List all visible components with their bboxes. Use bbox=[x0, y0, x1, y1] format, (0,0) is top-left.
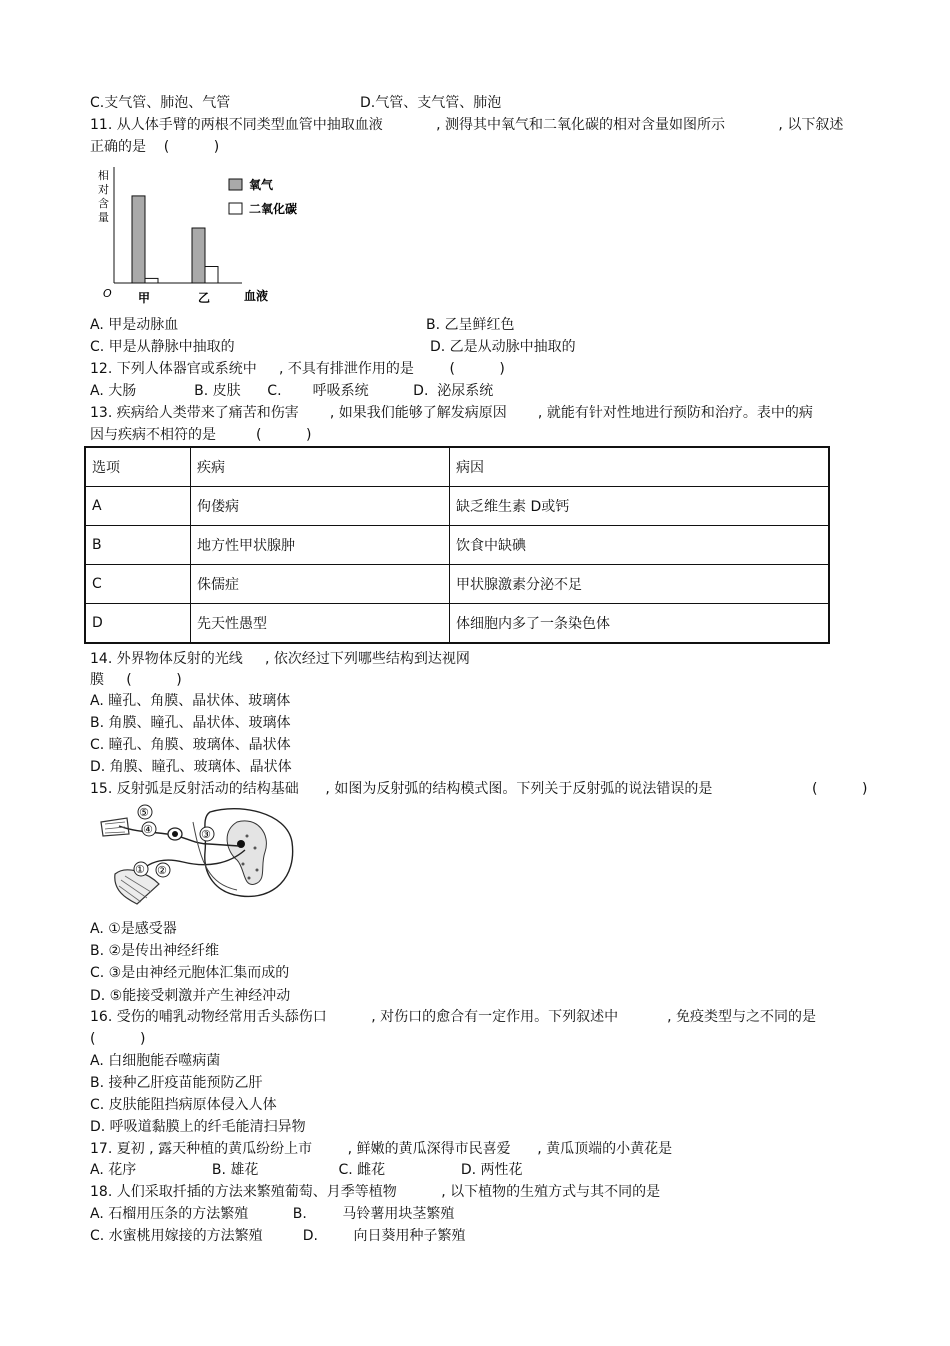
bar-乙-二氧化碳 bbox=[205, 267, 218, 284]
reflex-arc-diagram bbox=[97, 804, 297, 909]
interneuron bbox=[237, 840, 245, 848]
q14-stem-line2: 膜 ( ) bbox=[90, 672, 182, 688]
y-axis-label-1: 相 bbox=[98, 169, 109, 182]
table-cell-disease: 地方性甲状腺肿 bbox=[191, 526, 450, 565]
disease-cause-table bbox=[84, 446, 830, 644]
q14-stem-line1: 14. 外界物体反射的光线 , 依次经过下列哪些结构到达视网 bbox=[90, 651, 470, 667]
q18-stem: 18. 人们采取扦插的方法来繁殖葡萄、月季等植物 , 以下植物的生殖方式与其不同的是 bbox=[90, 1184, 661, 1200]
q15-option-a: A. ①是感受器 bbox=[90, 921, 177, 937]
legend-swatch-oxygen bbox=[229, 179, 242, 190]
q13-stem-line2: 因与疾病不相符的是 ( ) bbox=[90, 427, 312, 443]
table-cell-option: D bbox=[85, 604, 191, 644]
q17-stem: 17. 夏初 , 露天种植的黄瓜纷纷上市 , 鲜嫩的黄瓜深得市民喜爱 , 黄瓜顶端的小黄花是 bbox=[90, 1141, 673, 1157]
q15-answer-paren: ( ) bbox=[812, 781, 868, 797]
x-tick-label-乙: 乙 bbox=[198, 291, 211, 305]
q14-option-c: C. 瞳孔、角膜、玻璃体、晶状体 bbox=[90, 737, 291, 753]
bar-group bbox=[132, 196, 218, 283]
table-cell-cause: 缺乏维生素 D或钙 bbox=[450, 487, 830, 526]
q18-options-line1: A. 石榴用压条的方法繁殖 B. 马铃薯用块茎繁殖 bbox=[90, 1206, 455, 1222]
header-cause: 病因 bbox=[450, 447, 830, 487]
origin-label: O bbox=[103, 287, 112, 300]
header-disease: 疾病 bbox=[191, 447, 450, 487]
table-cell-cause: 饮食中缺碘 bbox=[450, 526, 830, 565]
table-cell-disease: 佝偻病 bbox=[191, 487, 450, 526]
bar-乙-氧气 bbox=[192, 228, 205, 283]
legend-swatch-co2 bbox=[229, 203, 242, 214]
label-1: ① bbox=[135, 863, 145, 876]
table-row bbox=[85, 604, 829, 644]
table-row bbox=[85, 565, 829, 604]
bar-甲-二氧化碳 bbox=[145, 278, 158, 283]
table-cell-cause: 甲状腺激素分泌不足 bbox=[450, 565, 830, 604]
q11-option-a: A. 甲是动脉血 bbox=[90, 317, 179, 333]
q14-option-d: D. 角膜、瞳孔、玻璃体、晶状体 bbox=[90, 759, 292, 775]
y-axis-label-3: 含 bbox=[98, 197, 109, 210]
blood-gas-bar-chart bbox=[92, 165, 298, 310]
table-cell-cause: 体细胞内多了一条染色体 bbox=[450, 604, 830, 644]
table-cell-option: A bbox=[85, 487, 191, 526]
x-axis-label: 血液 bbox=[244, 289, 269, 303]
label-2: ② bbox=[157, 864, 167, 877]
q11-option-b: B. 乙呈鲜红色 bbox=[426, 317, 515, 333]
q13-stem-line1: 13. 疾病给人类带来了痛苦和伤害 , 如果我们能够了解发病原因 , 就能有针对性地进行预防和治疗。表中的病 bbox=[90, 405, 813, 421]
q16-option-c: C. 皮肤能阻挡病原体侵入人体 bbox=[90, 1097, 277, 1113]
x-tick-label-甲: 甲 bbox=[138, 291, 151, 305]
table-cell-option: B bbox=[85, 526, 191, 565]
legend-label-co2: 二氧化碳 bbox=[249, 202, 298, 216]
q16-stem-line2: ( ) bbox=[90, 1031, 146, 1047]
q14-option-b: B. 角膜、瞳孔、晶状体、玻璃体 bbox=[90, 715, 291, 731]
table-header-row bbox=[85, 447, 829, 487]
q15-option-b: B. ②是传出神经纤维 bbox=[90, 943, 220, 959]
table-row bbox=[85, 526, 829, 565]
x-tick-labels bbox=[138, 291, 210, 305]
label-3: ③ bbox=[201, 828, 211, 841]
q14-option-a: A. 瞳孔、角膜、晶状体、玻璃体 bbox=[90, 693, 291, 709]
header-option: 选项 bbox=[85, 447, 191, 487]
q11-stem-line1: 11. 从人体手臂的两根不同类型血管中抽取血液 , 测得其中氧气和二氧化碳的相对含量如图所示 , 以下叙述 bbox=[90, 117, 844, 133]
q12-options: A. 大肠 B. 皮肤 C. 呼吸系统 D. 泌尿系统 bbox=[90, 383, 494, 399]
q15-stem: 15. 反射弧是反射活动的结构基础 , 如图为反射弧的结构模式图。下列关于反射弧的说法错误的是 bbox=[90, 781, 713, 797]
q11-stem-line2: 正确的是 ( ) bbox=[90, 139, 220, 155]
q16-option-d: D. 呼吸道黏膜上的纤毛能清扫异物 bbox=[90, 1119, 306, 1135]
bar-甲-氧气 bbox=[132, 196, 145, 283]
q12-stem: 12. 下列人体器官或系统中 , 不具有排泄作用的是 ( ) bbox=[90, 361, 505, 377]
q18-options-line2: C. 水蜜桃用嫁接的方法繁殖 D. 向日葵用种子繁殖 bbox=[90, 1228, 466, 1244]
q10-option-d: D.气管、支气管、肺泡 bbox=[360, 95, 502, 111]
q16-option-a: A. 白细胞能吞噬病菌 bbox=[90, 1053, 221, 1069]
label-5: ⑤ bbox=[139, 806, 149, 819]
q11-option-d: D. 乙是从动脉中抽取的 bbox=[430, 339, 576, 355]
q16-stem-line1: 16. 受伤的哺乳动物经常用舌头舔伤口 , 对伤口的愈合有一定作用。下列叙述中 , 免疫类型与之不同的是 bbox=[90, 1009, 816, 1025]
legend-label-oxygen: 氧气 bbox=[249, 178, 274, 192]
y-axis-label-2: 对 bbox=[98, 183, 109, 196]
q15-option-c: C. ③是由神经元胞体汇集而成的 bbox=[90, 965, 290, 981]
table-cell-option: C bbox=[85, 565, 191, 604]
q17-options: A. 花序 B. 雄花 C. 雌花 D. 两性花 bbox=[90, 1162, 523, 1178]
table-row bbox=[85, 487, 829, 526]
q16-option-b: B. 接种乙肝疫苗能预防乙肝 bbox=[90, 1075, 263, 1091]
gray-matter bbox=[227, 821, 266, 885]
table-cell-disease: 侏儒症 bbox=[191, 565, 450, 604]
y-axis-label-4: 量 bbox=[98, 211, 109, 224]
table-cell-disease: 先天性愚型 bbox=[191, 604, 450, 644]
q15-option-d: D. ⑤能接受刺激并产生神经冲动 bbox=[90, 988, 291, 1004]
q11-option-c: C. 甲是从静脉中抽取的 bbox=[90, 339, 235, 355]
label-4: ④ bbox=[143, 823, 153, 836]
q10-option-c: C.支气管、肺泡、气管 bbox=[90, 95, 231, 111]
